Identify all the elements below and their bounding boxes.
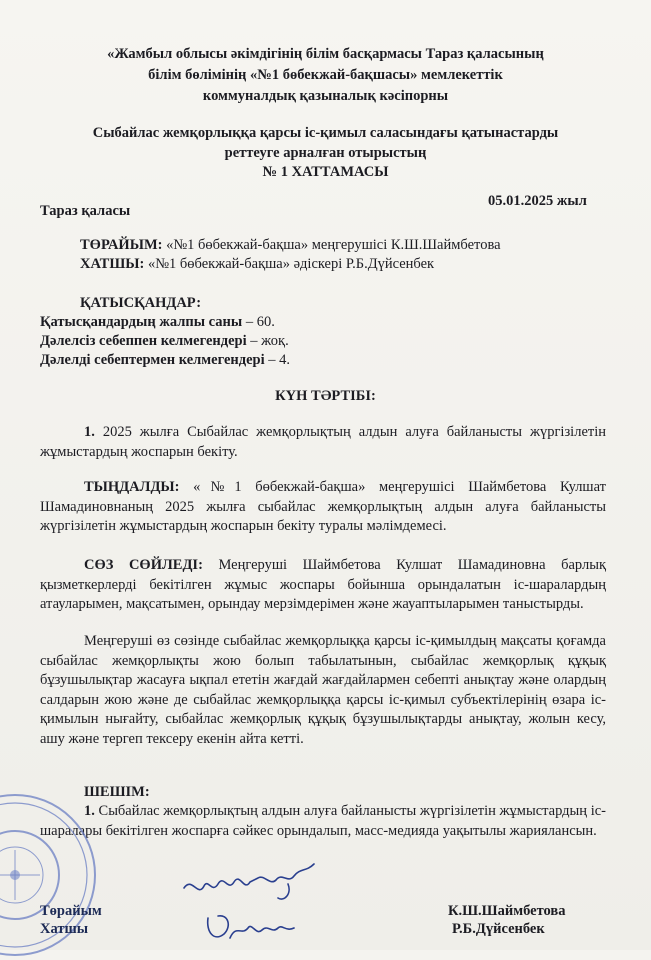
participants-total-label: Қатысқандардың жалпы саны	[40, 314, 243, 330]
org-line-1: «Жамбыл облысы әкімдігінің білім басқармасы Тараз қаласының	[107, 46, 544, 62]
participants-excused	[40, 351, 290, 370]
spoke-paragraph	[40, 556, 606, 615]
chair-text: «№1 бөбекжай-бақша» меңгерушісі К.Ш.Шаймбетова	[162, 237, 501, 253]
participants-excused-value: – 4.	[264, 352, 290, 368]
handwritten-signatures	[178, 858, 328, 950]
title-line-3: № 1 ХАТТАМАСЫ	[262, 164, 389, 180]
chair-line	[80, 236, 501, 255]
heard-label: ТЫҢДАЛДЫ:	[84, 479, 180, 495]
agenda-item-text: 2025 жылға Сыбайлас жемқорлықтың алдын алуға байланысты жүргізілетін жұмыстардың жоспарын бекіту.	[40, 424, 606, 460]
signature-chair-role: Төрайым	[40, 903, 102, 919]
secretary-label: ХАТШЫ:	[80, 256, 145, 272]
org-line-2: білім бөлімінің «№1 бөбекжай-бақшасы» мемлекеттік	[148, 67, 503, 83]
date: 05.01.2025 жыл	[488, 193, 587, 209]
agenda-item-number: 1.	[84, 424, 95, 440]
secretary-text: «№1 бөбекжай-бақша» әдіскері Р.Б.Дүйсенбек	[144, 256, 435, 272]
participants-excused-label: Дәлелді себептермен келмегендері	[40, 352, 265, 368]
decision-item	[40, 802, 606, 841]
decision-label: ШЕШІМ:	[84, 784, 150, 800]
signature-chair-name: К.Ш.Шаймбетова	[448, 903, 566, 919]
participants-unexcused-label: Дәлелсіз себеппен келмегендері	[40, 333, 247, 349]
participants-total	[40, 313, 275, 332]
signature-secretary-name: Р.Б.Дүйсенбек	[452, 921, 545, 937]
org-line-3: коммуналдық қазыналық кәсіпорны	[202, 88, 449, 104]
participants-total-value: – 60.	[242, 314, 275, 330]
heard-paragraph	[40, 478, 606, 537]
agenda-heading: КҮН ТӘРТІБІ:	[275, 388, 376, 404]
decision-item-text: Сыбайлас жемқорлықтың алдын алуға байланысты жүргізілетін жұмыстардың іс-шаралары бекітілген жоспарға сәйкес орындалып, масс-медияда уақытылы жариялансын.	[40, 803, 606, 839]
agenda-item	[40, 423, 606, 462]
spoke-text: Меңгеруші Шаймбетова Кулшат Шамадиновна барлық қызметкерлерді бекітілген жұмыс жоспары бойынша орындалатын іс-шаралардың атауларымен, мақсатымен, орындау мерзімдерімен және жауаптыларымен таныстырды.	[40, 557, 606, 612]
participants-label: ҚАТЫСҚАНДАР:	[80, 295, 202, 311]
spoke-paragraph-2: Меңгеруші өз сөзінде сыбайлас жемқорлыққа қарсы іс-қимылдың мақсаты қоғамда сыбайлас жемқорлықты жою болып табылатынын, сыбайлас жемқорлық құқық бұзушылықтар жасауға ықпал ететін жағдай жағдайлармен себепті анықтау және олардың салдарын жою және де сыбайлас жемқорлыққа қарсы іс-қимыл субъектілерінің өзара іс-қимылын нығайту, сыбайлас жемқорлық құқық бұзушылықтарды анықтау, жолын кесу, ашу және тергеп тексеру екенін айта кетті.	[40, 633, 606, 747]
secretary-line	[80, 255, 434, 274]
title-line-1: Сыбайлас жемқорлыққа қарсы іс-қимыл саласындағы қатынастарды	[92, 125, 559, 141]
participants-unexcused-value: – жоқ.	[246, 333, 289, 349]
spoke-label: СӨЗ СӨЙЛЕДІ:	[84, 557, 203, 573]
title-line-2: реттеуге арналған отырыстың	[224, 145, 427, 161]
participants-unexcused	[40, 332, 289, 351]
decision-item-number: 1.	[84, 803, 95, 819]
city: Тараз қаласы	[40, 203, 131, 219]
signature-secretary-role: Хатшы	[40, 921, 89, 937]
heard-text: «№1 бөбекжай-бақша» меңгерушісі Шаймбетова Кулшат Шамадиновнаның 2025 жылға сыбайлас жемқорлықтың алдын алуға байланысты жүргізілетін жұмыстардың жоспарын бекіту туралы мәлімдемесі.	[40, 479, 606, 534]
chair-label: ТӨРАЙЫМ:	[80, 237, 163, 253]
